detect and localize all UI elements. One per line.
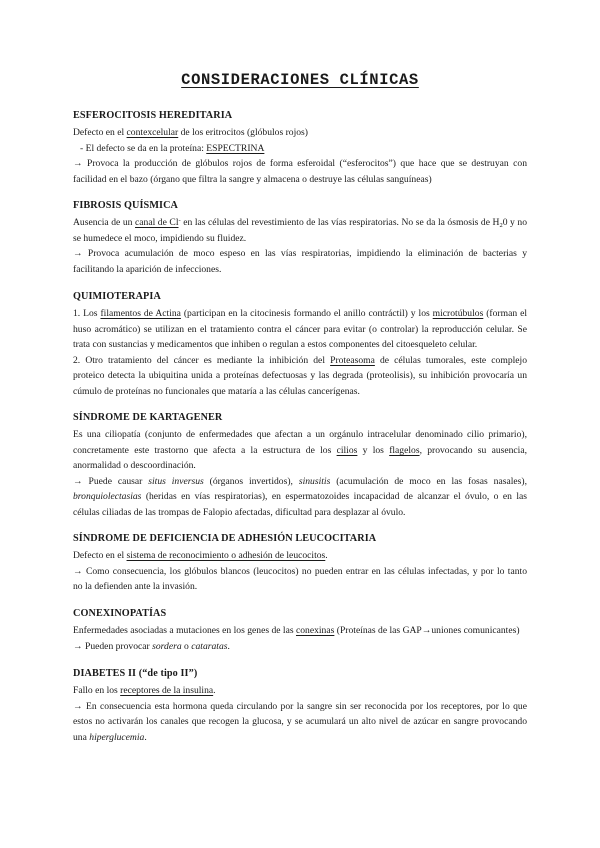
- paragraph: [73, 141, 527, 157]
- text: Defecto en el: [73, 127, 127, 138]
- paragraph-line: trata con sustancias y medicamentos que inhiben o regulan a estos componentes del citoesqueleto celular.: [73, 339, 478, 351]
- underlined-term: conexinas: [295, 625, 335, 636]
- text: Enfermedades asociadas a mutaciones en los genes de las: [73, 625, 296, 636]
- section-conexinopatias: [73, 607, 527, 654]
- paragraph-line: proteico detecta la ubiquitina unida a proteínas defectuosas y las degrada (proteolisis), su inhibición provocaría un: [73, 370, 527, 382]
- paragraph-line: → En consecuencia esta hormona queda circulando por la sangre sin ser reconocida por los receptores, por lo que: [73, 700, 527, 712]
- underlined-term: filamentos de Actina: [100, 308, 181, 319]
- underlined-term: flagelos: [389, 444, 420, 456]
- text: , provocando su ausencia,: [419, 444, 527, 456]
- paragraph: [73, 683, 527, 699]
- subscript: 2: [499, 222, 503, 229]
- section-heading: FIBROSIS QUÍSMICA: [73, 200, 179, 211]
- text: .: [144, 731, 147, 743]
- text: .: [227, 640, 230, 652]
- superscript: -: [178, 217, 181, 224]
- text: (Proteínas de las GAP→uniones comunicantes): [334, 625, 520, 636]
- underlined-term: ESPECTRINA: [206, 142, 265, 154]
- text: (heridas en vías respiratorias), en espermatozoides incapacidad de alcanzar el óvulo, o en las: [141, 491, 527, 503]
- section-deficiencia-adhesion: [73, 532, 527, 595]
- section-heading: ESFEROCITOSIS HEREDITARIA: [73, 110, 233, 121]
- paragraph: [73, 443, 527, 459]
- paragraph-line: huso acromático) se utilizan en el tratamiento contra el cáncer para evitar (o controlar) la reproducción celular. Se: [73, 323, 527, 335]
- text: 1. Los: [73, 308, 101, 319]
- paragraph-line: facilidad en el bazo (órgano que filtra la sangre y almacena o destruye las células sanguíneas): [73, 173, 432, 185]
- italic-term: sinusitis: [298, 475, 331, 487]
- text: Defecto en el: [73, 550, 127, 561]
- text: o: [181, 640, 192, 652]
- text: .: [213, 685, 216, 696]
- text: 0 y no: [502, 217, 528, 228]
- text: (acumulación de moco en las fosas nasales),: [330, 475, 527, 487]
- section-heading: SÍNDROME DE DEFICIENCIA DE ADHESIÓN LEUCOCITARIA: [73, 533, 377, 544]
- paragraph: [73, 474, 527, 490]
- underlined-term: canal de Cl: [135, 217, 179, 228]
- paragraph: [73, 125, 527, 141]
- paragraph: [73, 639, 527, 655]
- text: y los: [357, 444, 390, 456]
- section-fibrosis: [73, 199, 527, 277]
- paragraph-line: se humedece el moco, impidiendo su fluidez.: [73, 232, 247, 244]
- paragraph-line: no la defienden ante la invasión.: [73, 581, 198, 593]
- section-heading: QUIMIOTERAPIA: [73, 291, 161, 302]
- paragraph-line: anormalidad o descoordinación.: [73, 460, 196, 472]
- underlined-term: sistema de reconocimiento o adhesión de leucocitos: [126, 550, 326, 561]
- text: concretamente este trastorno que afecta a la estructura de los: [73, 444, 337, 456]
- text: (participan en la citocinesis formando el anillo contráctil) y los: [180, 308, 433, 319]
- section-esferocitosis: [73, 109, 527, 187]
- paragraph-line: estos no activarán los canales que recogen la glucosa, y se acumulará un alto nivel de azúcar en sangre provocando: [73, 716, 527, 728]
- text: .: [325, 550, 328, 561]
- section-heading: DIABETES II (“de tipo II”): [73, 668, 198, 679]
- italic-term: situs inversus: [148, 475, 204, 487]
- section-quimioterapia: [73, 290, 527, 400]
- paragraph: [73, 548, 527, 564]
- text: → Pueden provocar: [73, 640, 153, 652]
- section-kartagener: [73, 411, 527, 521]
- underlined-term: microtúbulos: [432, 308, 484, 319]
- paragraph-line: → Como consecuencia, los glóbulos blancos (leucocitos) no pueden entrar en las células infectadas, y por lo tanto: [73, 565, 527, 577]
- text: → Puede causar: [73, 475, 149, 487]
- underlined-term: Proteasoma: [330, 354, 375, 366]
- paragraph-line: → Provoca acumulación de moco espeso en las vías respiratorias, impidiendo la eliminación de bacterias y: [73, 248, 527, 260]
- text: - El defecto se da en la proteína:: [80, 142, 207, 154]
- text: 2. Otro tratamiento del cáncer es mediante la inhibición del: [73, 354, 331, 366]
- section-heading: SÍNDROME DE KARTAGENER: [73, 412, 223, 423]
- paragraph: [73, 306, 527, 322]
- italic-term: cataratas: [191, 640, 228, 652]
- section-diabetes: [73, 667, 527, 745]
- underlined-term: contexcelular: [126, 127, 179, 138]
- paragraph: [73, 353, 527, 369]
- underlined-term: receptores de la insulina: [120, 685, 214, 696]
- paragraph: [73, 215, 527, 231]
- text: en las células del revestimiento de las vías respiratorias. No se da la ósmosis de H: [180, 217, 500, 228]
- paragraph: [73, 489, 527, 505]
- section-heading: CONEXINOPATÍAS: [73, 608, 167, 619]
- text: de células tumorales, este complejo: [374, 354, 528, 366]
- paragraph-line: cúmulo de proteínas no funcionales que mataría a las células cancerígenas.: [73, 385, 360, 397]
- underlined-term: cilios: [336, 444, 358, 456]
- text: una: [73, 731, 90, 743]
- paragraph-line: facilitando la aparición de infecciones.: [73, 263, 222, 275]
- paragraph: [73, 623, 527, 639]
- paragraph: [73, 730, 527, 746]
- paragraph-line: Es una ciliopatía (conjunto de enfermedades que afectan a un orgánulo intracelular denominado cilio primario),: [73, 429, 527, 440]
- paragraph-line: células ciliadas de las trompas de Falopio afectadas, dificultad para desplazar al óvulo.: [73, 506, 406, 518]
- italic-term: hiperglucemia: [89, 731, 145, 743]
- italic-term: bronquiolectasias: [73, 491, 142, 503]
- paragraph-line: → Provoca la producción de glóbulos rojos de forma esferoidal (“esferocitos”) que hace que se destruyan con: [73, 158, 527, 170]
- text: (órganos invertidos),: [203, 475, 299, 487]
- italic-term: sordera: [152, 640, 182, 652]
- text: (forman el: [483, 308, 527, 319]
- text: de los eritrocitos (glóbulos rojos): [178, 127, 308, 138]
- text: Fallo en los: [73, 685, 121, 696]
- text: Ausencia de un: [73, 217, 136, 228]
- page-title: CONSIDERACIONES CLÍNICAS: [181, 71, 419, 89]
